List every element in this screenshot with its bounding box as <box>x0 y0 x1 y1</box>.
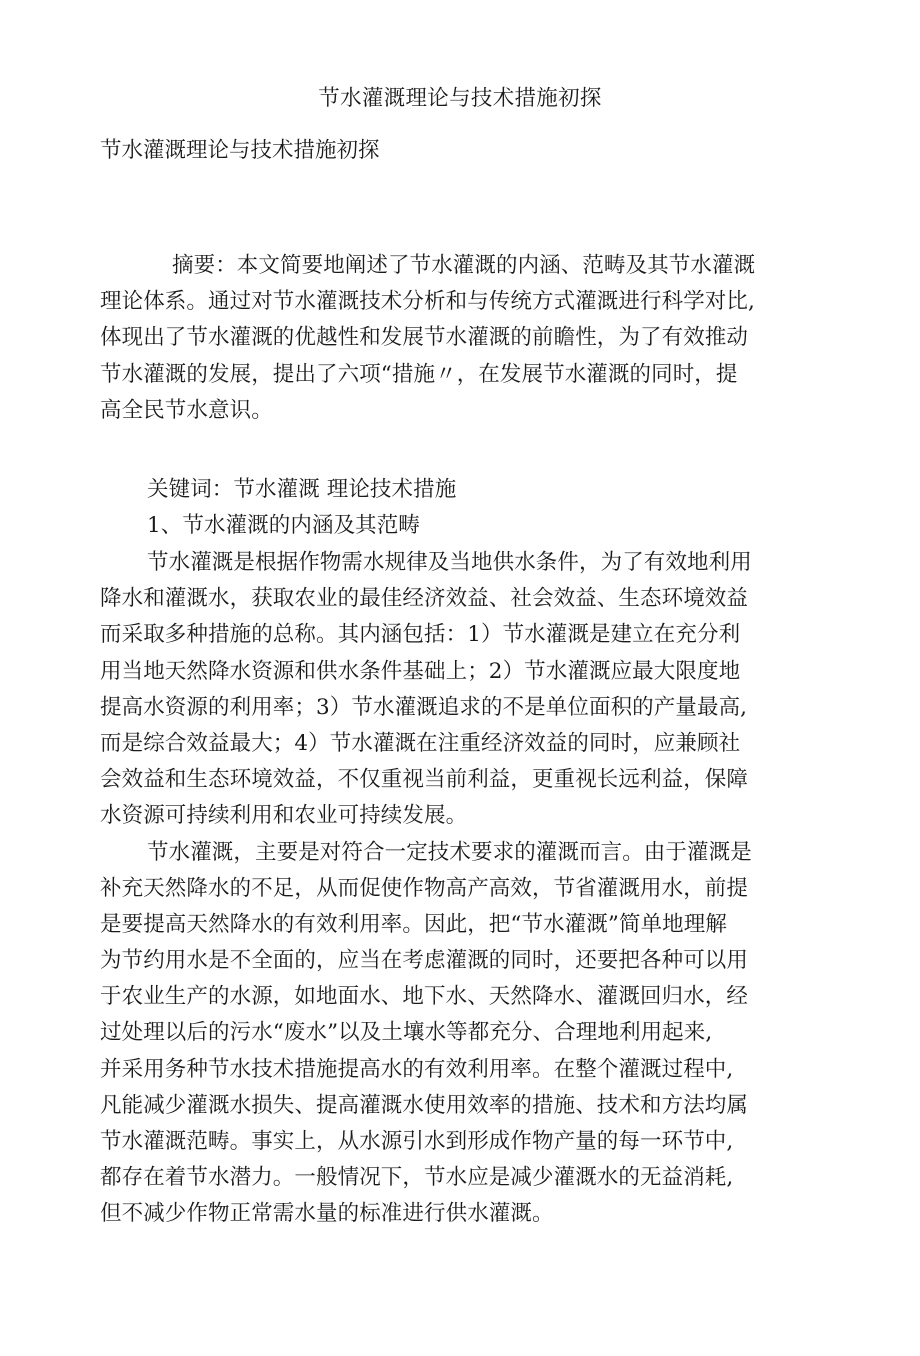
paragraph-line: 水资源可持续利用和农业可持续发展。 <box>100 803 468 829</box>
paragraph-line: 会效益和生态环境效益，不仅重视当前利益，更重视长远利益，保障 <box>100 767 749 793</box>
paragraph-line: 凡能减少灌溉水损失、提高灌溉水使用效率的措施、技术和方法均属 <box>100 1092 749 1118</box>
paragraph-line: 过处理以后的污水“废水”以及土壤水等都充分、合理地利用起来, <box>100 1020 713 1046</box>
paragraph-line: 降水和灌溉水，获取农业的最佳经济效益、社会效益、生态环境效益 <box>100 586 749 612</box>
paragraph-line: 但不减少作物正常需水量的标准进行供水灌溉。 <box>100 1201 554 1227</box>
paragraph-line: 并采用务种节水技术措施提高水的有效利用率。在整个灌溉过程中, <box>100 1056 734 1082</box>
abstract-line: 体现出了节水灌溉的优越性和发展节水灌溉的前瞻性，为了有效推动 <box>100 325 749 351</box>
document-subtitle: 节水灌溉理论与技术措施初探 <box>100 138 380 163</box>
abstract-line: 摘要：本文简要地阐述了节水灌溉的内涵、范畴及其节水灌溉 <box>172 253 756 278</box>
paragraph-line: 为节约用水是不全面的，应当在考虑灌溉的同时，还要把各种可以用 <box>100 948 749 974</box>
paragraph-line: 于农业生产的水源，如地面水、地下水、天然降水、灌溉回归水，经 <box>100 984 749 1010</box>
paragraph-line: 用当地天然降水资源和供水条件基础上；2）节水灌溉应最大限度地 <box>100 658 741 684</box>
abstract-paragraph <box>100 248 778 429</box>
paragraph-line: 节水灌溉范畴。事实上，从水源引水到形成作物产量的每一环节中, <box>100 1129 734 1154</box>
paragraph-line: 补充天然降水的不足，从而促使作物高产高效，节省灌溉用水，前提 <box>100 875 749 901</box>
paragraph-line: 都存在着节水潜力。一般情况下，节水应是减少灌溉水的无益消耗, <box>100 1165 734 1191</box>
keywords-section <box>100 472 778 544</box>
section-body <box>100 545 778 1233</box>
section-heading: 1、节水灌溉的内涵及其范畴 <box>147 513 420 539</box>
paragraph-line: 是要提高天然降水的有效利用率。因此，把“节水灌溉”简单地理解 <box>100 911 727 937</box>
abstract-line: 节水灌溉的发展，提出了六项“措施〃，在发展节水灌溉的同时，提 <box>100 361 738 387</box>
document-title: 节水灌溉理论与技术措施初探 <box>318 86 602 111</box>
abstract-line: 高全民节水意识。 <box>100 397 273 423</box>
paragraph-line: 提高水资源的利用率；3）节水灌溉追求的不是单位面积的产量最高, <box>100 694 748 720</box>
paragraph-line: 节水灌溉是根据作物需水规律及当地供水条件，为了有效地利用 <box>147 550 752 575</box>
abstract-line: 理论体系。通过对节水灌溉技术分析和与传统方式灌溉进行科学对比, <box>100 289 755 315</box>
paragraph-line: 节水灌溉，主要是对符合一定技术要求的灌溉而言。由于灌溉是 <box>147 839 752 865</box>
keywords-line: 关键词：节水灌溉 理论技术措施 <box>147 477 457 502</box>
paragraph-line: 而是综合效益最大；4）节水灌溉在注重经济效益的同时，应兼顾社 <box>100 730 741 756</box>
paragraph-line: 而采取多种措施的总称。其内涵包括：1）节水灌溉是建立在充分利 <box>100 622 741 648</box>
